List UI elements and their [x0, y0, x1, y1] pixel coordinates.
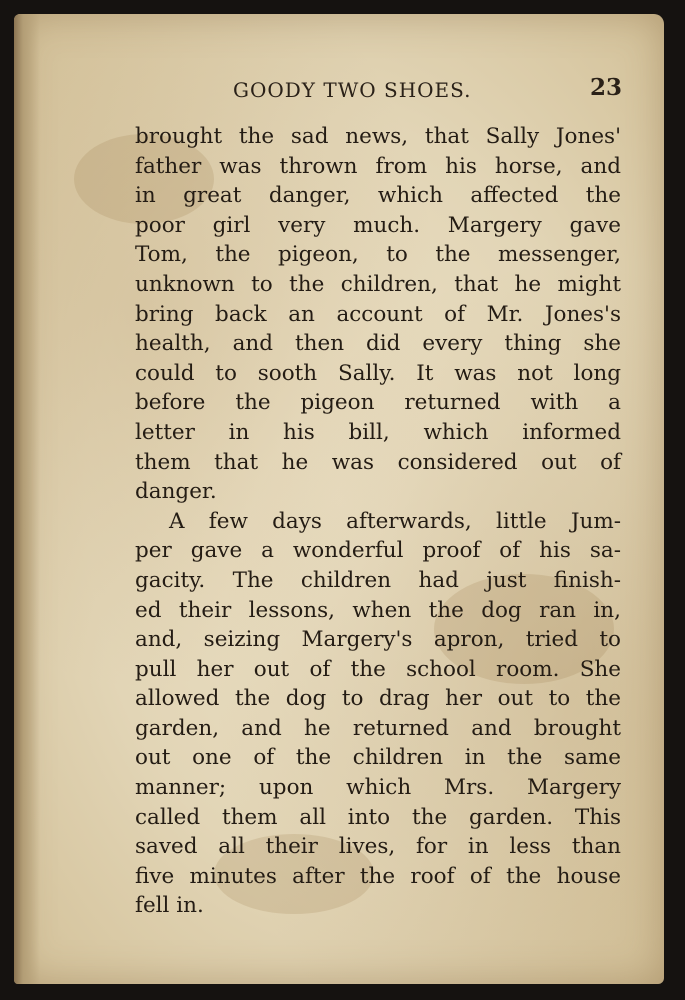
text-line: garden, and he returned and brought — [135, 715, 621, 741]
text-line: gacity. The children had just finish- — [135, 567, 621, 593]
body-text — [135, 122, 621, 921]
text-line: in great danger, which affected the — [135, 183, 621, 209]
text-line: unknown to the children, that he might — [135, 271, 621, 297]
text-line: allowed the dog to drag her out to the — [135, 686, 621, 712]
text-line: A few days afterwards, little Jum- — [169, 508, 621, 534]
page-number: 23 — [590, 74, 623, 101]
text-line: Tom, the pigeon, to the messenger, — [135, 242, 621, 268]
running-header — [14, 74, 664, 110]
text-line: pull her out of the school room. She — [135, 656, 621, 682]
text-line: them that he was considered out of — [135, 449, 621, 475]
text-line: bring back an account of Mr. Jones's — [135, 301, 621, 327]
running-title: GOODY TWO SHOES. — [233, 78, 472, 102]
book-page — [14, 14, 664, 984]
text-line: fell in. — [135, 893, 204, 919]
text-line: letter in his bill, which informed — [135, 419, 621, 445]
text-line: called them all into the garden. This — [135, 804, 621, 830]
text-line: danger. — [135, 479, 217, 505]
text-line: manner; upon which Mrs. Margery — [135, 775, 621, 801]
text-line: father was thrown from his horse, and — [135, 153, 621, 179]
text-line: before the pigeon returned with a — [135, 390, 621, 416]
text-line: per gave a wonderful proof of his sa- — [135, 538, 621, 564]
text-line: health, and then did every thing she — [135, 331, 621, 357]
text-line: poor girl very much. Margery gave — [135, 212, 621, 238]
text-line: ed their lessons, when the dog ran in, — [135, 597, 621, 623]
text-line: saved all their lives, for in less than — [135, 834, 621, 860]
text-line: out one of the children in the same — [135, 745, 621, 771]
page-gutter-shadow — [14, 14, 40, 984]
text-line: could to sooth Sally. It was not long — [135, 360, 621, 386]
text-line: brought the sad news, that Sally Jones' — [135, 124, 621, 149]
text-line: and, seizing Margery's apron, tried to — [135, 627, 621, 653]
text-line: five minutes after the roof of the house — [135, 863, 621, 889]
